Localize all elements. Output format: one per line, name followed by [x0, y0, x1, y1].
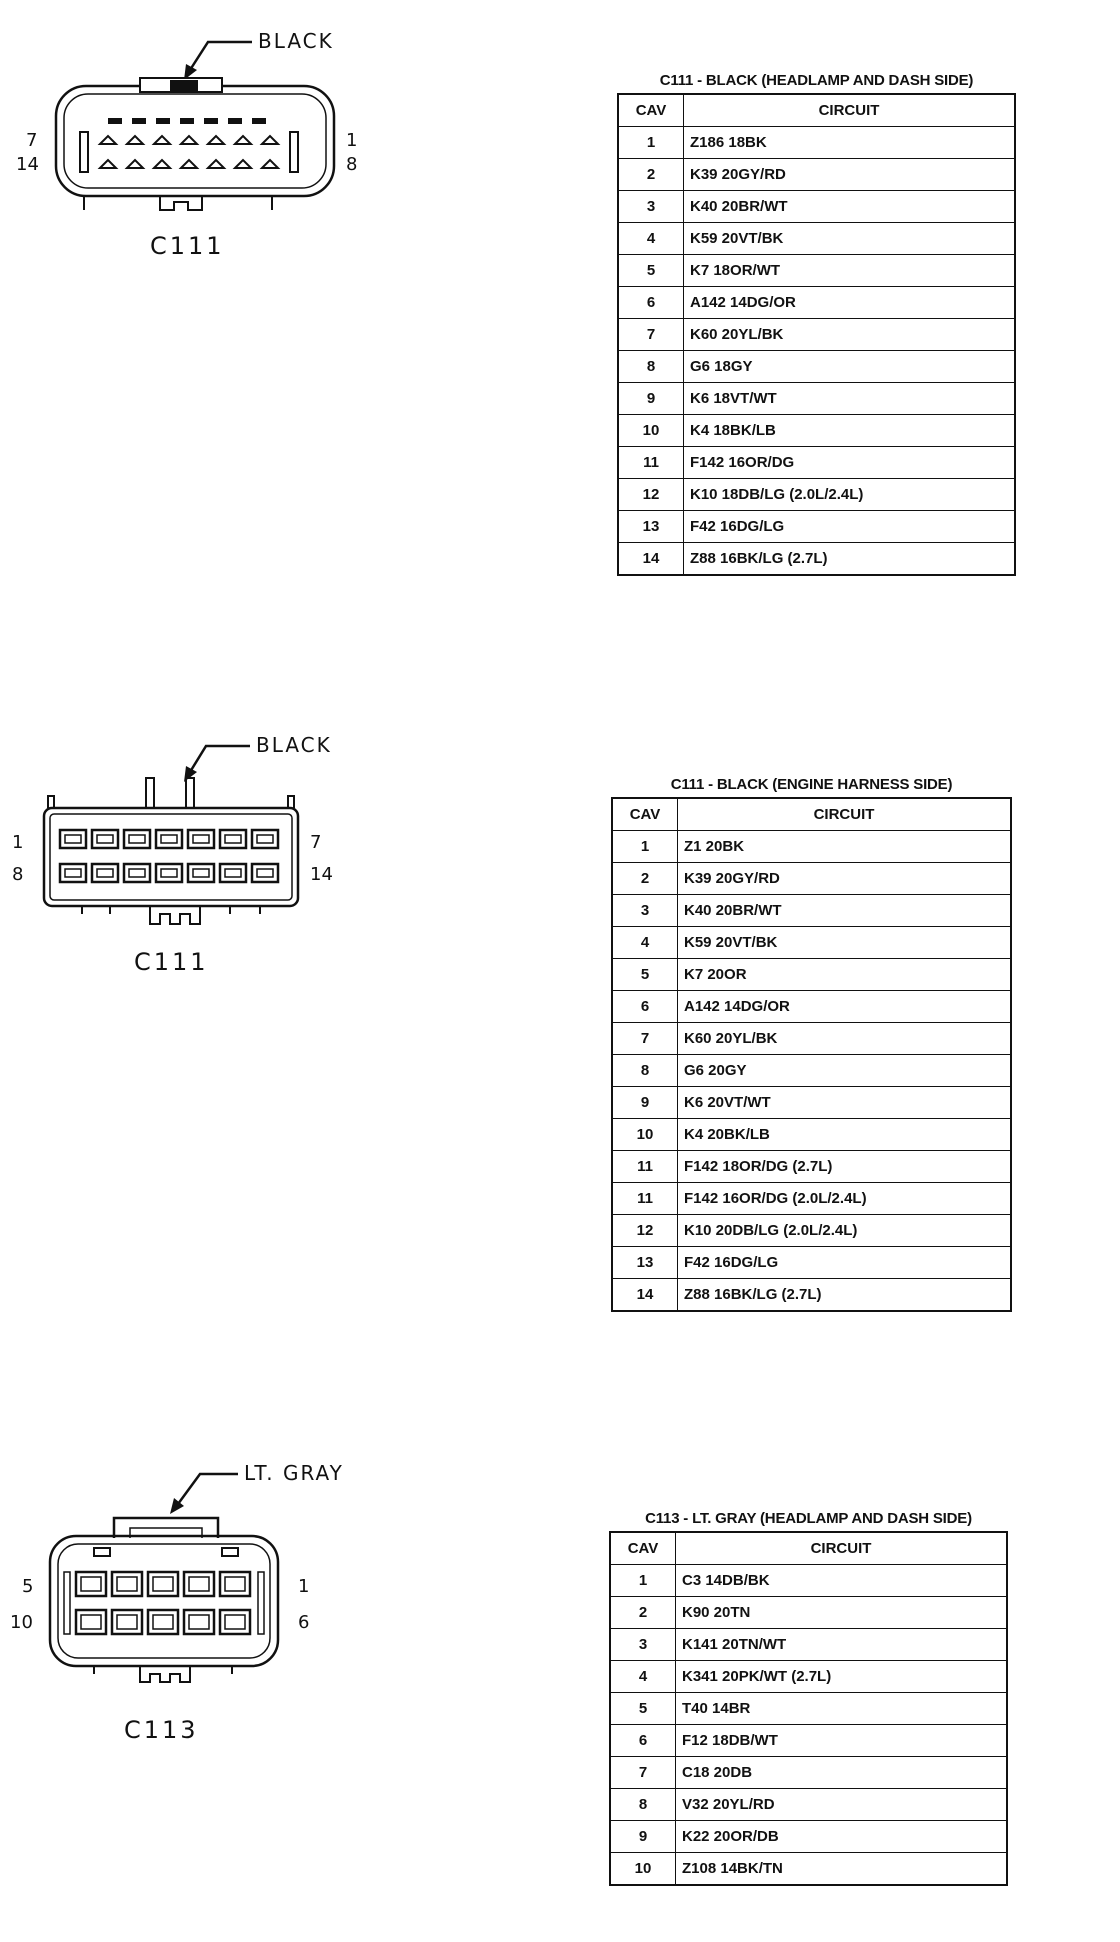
cav-cell: 9 — [612, 1087, 678, 1119]
table-row — [610, 1661, 1007, 1693]
connector-section-c111-engine — [0, 700, 1120, 1380]
pin-label-bottom-right: 8 — [346, 154, 358, 175]
circuit-cell: C3 14DB/BK — [676, 1565, 1008, 1597]
circuit-cell: F12 18DB/WT — [676, 1725, 1008, 1757]
table-row — [610, 1853, 1007, 1886]
connector-diagram-c111-headlamp — [0, 0, 400, 300]
circuit-cell: A142 14DG/OR — [678, 991, 1012, 1023]
table-row — [612, 863, 1011, 895]
cav-cell: 12 — [612, 1215, 678, 1247]
circuit-cell: K59 20VT/BK — [684, 223, 1016, 255]
circuit-cell: K10 20DB/LG (2.0L/2.4L) — [678, 1215, 1012, 1247]
pin-label-top-right: 1 — [346, 130, 358, 151]
cav-cell: 9 — [610, 1821, 676, 1853]
cav-cell: 10 — [612, 1119, 678, 1151]
table-row — [610, 1565, 1007, 1597]
table-row — [618, 287, 1015, 319]
table-header-row — [612, 798, 1011, 831]
table-row — [612, 1087, 1011, 1119]
table-row — [618, 479, 1015, 511]
circuit-cell: C18 20DB — [676, 1757, 1008, 1789]
pin-label-bottom-right: 14 — [310, 864, 333, 885]
cav-cell: 1 — [612, 831, 678, 863]
pin-label-bottom-left: 10 — [10, 1612, 33, 1633]
cav-cell: 14 — [618, 543, 684, 576]
cav-cell: 6 — [612, 991, 678, 1023]
circuit-cell: T40 14BR — [676, 1693, 1008, 1725]
table-row — [612, 1279, 1011, 1312]
color-callout: BLACK — [258, 29, 334, 53]
table-row — [612, 895, 1011, 927]
cav-cell: 2 — [610, 1597, 676, 1629]
connector-label: C113 — [124, 1716, 199, 1740]
table-row — [610, 1725, 1007, 1757]
connector-section-c113 — [0, 1440, 1120, 1940]
circuit-cell: K90 20TN — [676, 1597, 1008, 1629]
circuit-cell: K39 20GY/RD — [678, 863, 1012, 895]
connector-diagram-c113 — [0, 1440, 400, 1740]
circuit-cell: K341 20PK/WT (2.7L) — [676, 1661, 1008, 1693]
table-row — [612, 1183, 1011, 1215]
table-row — [612, 959, 1011, 991]
pin-label-top-right: 7 — [310, 832, 322, 853]
pin-table — [617, 93, 1016, 576]
cav-cell: 6 — [618, 287, 684, 319]
circuit-cell: F142 18OR/DG (2.7L) — [678, 1151, 1012, 1183]
connector-label: C111 — [134, 948, 209, 976]
table-row — [618, 127, 1015, 159]
cav-cell: 3 — [612, 895, 678, 927]
connector-label: C111 — [150, 232, 225, 260]
cav-cell: 9 — [618, 383, 684, 415]
circuit-cell: Z186 18BK — [684, 127, 1016, 159]
circuit-cell: K60 20YL/BK — [684, 319, 1016, 351]
cav-cell: 10 — [610, 1853, 676, 1886]
pin-label-bottom-left: 14 — [16, 154, 39, 175]
table-row — [610, 1757, 1007, 1789]
circuit-cell: K39 20GY/RD — [684, 159, 1016, 191]
pin-label-top-left: 7 — [26, 130, 38, 151]
cav-cell: 4 — [612, 927, 678, 959]
table-row — [618, 223, 1015, 255]
circuit-cell: Z88 16BK/LG (2.7L) — [684, 543, 1016, 576]
cav-cell: 11 — [612, 1183, 678, 1215]
cav-cell: 5 — [612, 959, 678, 991]
header-cav: CAV — [612, 798, 678, 831]
circuit-cell: V32 20YL/RD — [676, 1789, 1008, 1821]
table-row — [612, 1119, 1011, 1151]
circuit-cell: K7 18OR/WT — [684, 255, 1016, 287]
cav-cell: 6 — [610, 1725, 676, 1757]
table-row — [612, 1055, 1011, 1087]
table-title: C111 - BLACK (ENGINE HARNESS SIDE) — [670, 776, 953, 793]
header-cav: CAV — [618, 94, 684, 127]
table-row — [612, 991, 1011, 1023]
cav-cell: 13 — [618, 511, 684, 543]
pin-label-top-right: 1 — [298, 1576, 310, 1597]
cav-cell: 1 — [618, 127, 684, 159]
table-row — [612, 1247, 1011, 1279]
table-title: C111 - BLACK (HEADLAMP AND DASH SIDE) — [659, 72, 974, 89]
cav-cell: 11 — [618, 447, 684, 479]
header-cav: CAV — [610, 1532, 676, 1565]
cav-cell: 5 — [610, 1693, 676, 1725]
circuit-cell: Z108 14BK/TN — [676, 1853, 1008, 1886]
table-row — [618, 159, 1015, 191]
cav-cell: 7 — [612, 1023, 678, 1055]
table-body — [612, 831, 1011, 1312]
circuit-cell: G6 20GY — [678, 1055, 1012, 1087]
cav-cell: 8 — [610, 1789, 676, 1821]
pin-table — [611, 797, 1012, 1312]
connector-section-c111-headlamp — [0, 0, 1120, 640]
pin-table-wrapper — [609, 1510, 1008, 1886]
cav-cell: 11 — [612, 1151, 678, 1183]
circuit-cell: F42 16DG/LG — [678, 1247, 1012, 1279]
pin-label-bottom-right: 6 — [298, 1612, 310, 1633]
cav-cell: 12 — [618, 479, 684, 511]
table-body — [618, 127, 1015, 576]
pin-table-wrapper — [611, 776, 1012, 1312]
table-row — [618, 543, 1015, 576]
cav-cell: 8 — [612, 1055, 678, 1087]
table-row — [618, 447, 1015, 479]
connector-diagram-c111-engine — [0, 700, 400, 1000]
pin-label-bottom-left: 8 — [12, 864, 24, 885]
color-callout: LT. GRAY — [244, 1461, 344, 1485]
table-row — [610, 1629, 1007, 1661]
cav-cell: 7 — [610, 1757, 676, 1789]
circuit-cell: G6 18GY — [684, 351, 1016, 383]
cav-cell: 14 — [612, 1279, 678, 1312]
cav-cell: 1 — [610, 1565, 676, 1597]
circuit-cell: K60 20YL/BK — [678, 1023, 1012, 1055]
table-body — [610, 1565, 1007, 1886]
circuit-cell: K10 18DB/LG (2.0L/2.4L) — [684, 479, 1016, 511]
table-header-row — [610, 1532, 1007, 1565]
table-row — [610, 1597, 1007, 1629]
pin-table — [609, 1531, 1008, 1886]
table-row — [612, 831, 1011, 863]
cav-cell: 4 — [618, 223, 684, 255]
cav-cell: 3 — [610, 1629, 676, 1661]
table-row — [610, 1789, 1007, 1821]
circuit-cell: K4 18BK/LB — [684, 415, 1016, 447]
circuit-cell: A142 14DG/OR — [684, 287, 1016, 319]
header-circuit: CIRCUIT — [684, 94, 1016, 127]
table-row — [612, 1215, 1011, 1247]
cav-cell: 10 — [618, 415, 684, 447]
cav-cell: 13 — [612, 1247, 678, 1279]
cav-cell: 5 — [618, 255, 684, 287]
cav-cell: 2 — [618, 159, 684, 191]
header-circuit: CIRCUIT — [678, 798, 1012, 831]
table-row — [618, 383, 1015, 415]
table-row — [618, 255, 1015, 287]
circuit-cell: K7 20OR — [678, 959, 1012, 991]
circuit-cell: K6 20VT/WT — [678, 1087, 1012, 1119]
table-row — [618, 191, 1015, 223]
cav-cell: 7 — [618, 319, 684, 351]
circuit-cell: K40 20BR/WT — [684, 191, 1016, 223]
cav-cell: 4 — [610, 1661, 676, 1693]
cav-cell: 2 — [612, 863, 678, 895]
circuit-cell: F142 16OR/DG — [684, 447, 1016, 479]
circuit-cell: K141 20TN/WT — [676, 1629, 1008, 1661]
cav-cell: 8 — [618, 351, 684, 383]
circuit-cell: F42 16DG/LG — [684, 511, 1016, 543]
circuit-cell: K4 20BK/LB — [678, 1119, 1012, 1151]
table-row — [610, 1821, 1007, 1853]
pin-label-top-left: 5 — [22, 1576, 34, 1597]
circuit-cell: Z1 20BK — [678, 831, 1012, 863]
table-title: C113 - LT. GRAY (HEADLAMP AND DASH SIDE) — [645, 1510, 972, 1527]
table-row — [618, 319, 1015, 351]
circuit-cell: K40 20BR/WT — [678, 895, 1012, 927]
table-row — [612, 1023, 1011, 1055]
circuit-cell: Z88 16BK/LG (2.7L) — [678, 1279, 1012, 1312]
circuit-cell: K6 18VT/WT — [684, 383, 1016, 415]
circuit-cell: K22 20OR/DB — [676, 1821, 1008, 1853]
table-row — [612, 1151, 1011, 1183]
header-circuit: CIRCUIT — [676, 1532, 1008, 1565]
color-callout: BLACK — [256, 733, 332, 757]
table-row — [612, 927, 1011, 959]
table-header-row — [618, 94, 1015, 127]
cav-cell: 3 — [618, 191, 684, 223]
table-row — [618, 511, 1015, 543]
table-row — [610, 1693, 1007, 1725]
pin-table-wrapper — [617, 72, 1016, 576]
pin-label-top-left: 1 — [12, 832, 24, 853]
table-row — [618, 415, 1015, 447]
table-row — [618, 351, 1015, 383]
circuit-cell: K59 20VT/BK — [678, 927, 1012, 959]
circuit-cell: F142 16OR/DG (2.0L/2.4L) — [678, 1183, 1012, 1215]
